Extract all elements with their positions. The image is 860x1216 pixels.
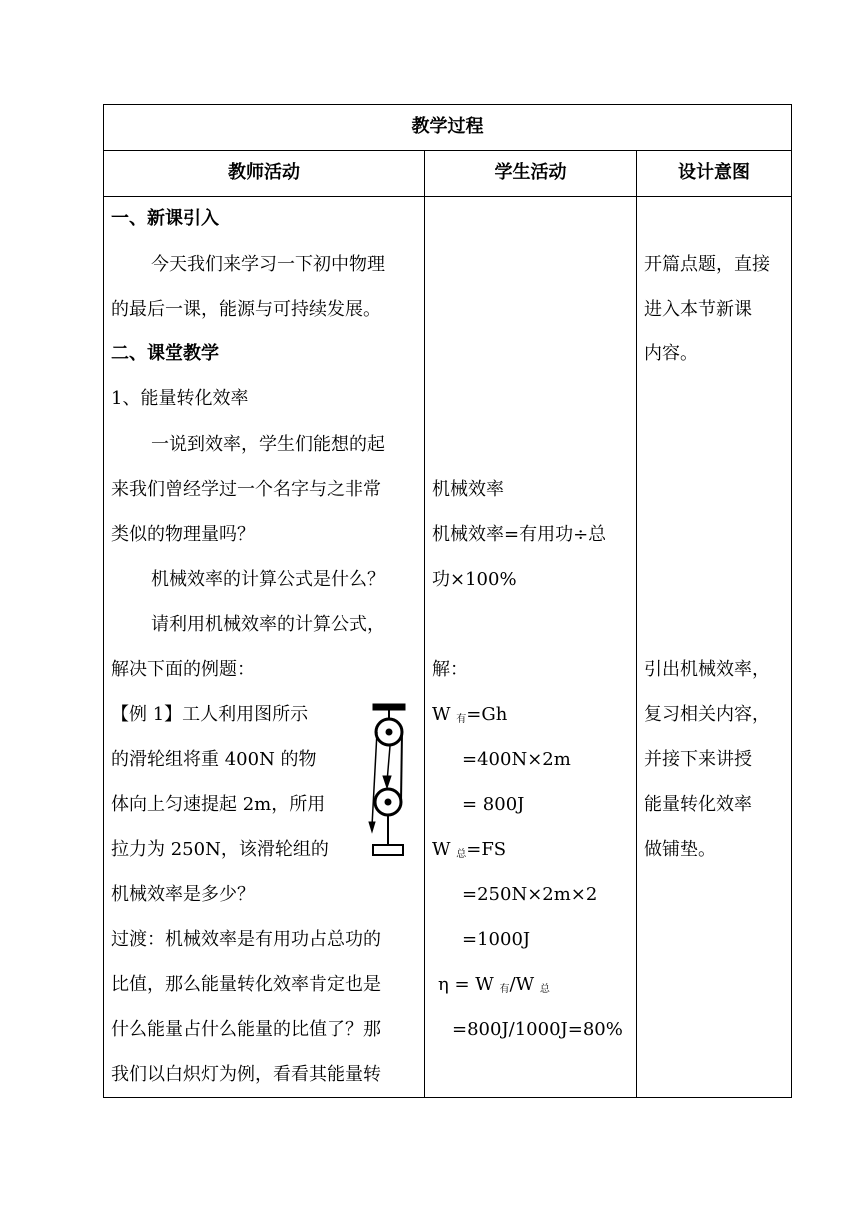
intent-text-line: 做铺垫。: [644, 839, 716, 860]
intent-text-line: 引出机械效率，: [644, 659, 770, 680]
example-text-line: 体向上匀速提起 2m，所用: [111, 794, 326, 815]
calc-line: =250N×2m×2: [462, 884, 598, 905]
teacher-text-line: 解决下面的例题：: [111, 659, 255, 680]
column-divider: [636, 150, 637, 1097]
teacher-text-line: 比值，那么能量转化效率肯定也是: [111, 974, 381, 995]
table-title: 教学过程: [411, 116, 484, 137]
ceiling-mount: [373, 704, 405, 710]
teacher-text-line: 类似的物理量吗？: [111, 524, 255, 545]
table-rule: [104, 196, 791, 197]
total-work-formula: W $_总$=FS: [432, 839, 507, 860]
pulley-system-figure: [364, 702, 412, 860]
calc-line: = 800J: [462, 794, 525, 815]
teacher-text-line: 请利用机械效率的计算公式，: [151, 614, 385, 635]
column-divider: [424, 150, 425, 1097]
teacher-text-line: 我们以白炽灯为例，看看其能量转: [111, 1064, 381, 1085]
intent-text-line: 进入本节新课: [644, 299, 752, 320]
column-header-student: 学生活动: [494, 162, 567, 183]
subsection-heading: 1、能量转化效率: [111, 388, 249, 409]
calc-line: =400N×2m: [462, 749, 571, 770]
teacher-text-line: 一说到效率，学生们能想的起: [151, 434, 385, 455]
force-arrow: [369, 822, 375, 832]
pull-rope: [372, 732, 377, 826]
calc-line: =1000J: [462, 929, 531, 950]
teacher-text-line: 过渡：机械效率是有用功占总功的: [111, 929, 381, 950]
example-text-line: 【例 1】工人利用图所示: [111, 704, 309, 725]
student-formula: 机械效率=有用功÷总: [432, 524, 607, 545]
solution-label: 解：: [432, 659, 468, 680]
intent-text-line: 能量转化效率: [644, 794, 752, 815]
intent-text-line: 内容。: [644, 343, 698, 364]
column-header-teacher: 教师活动: [228, 162, 300, 183]
efficiency-result: =800J/1000J=80%: [452, 1019, 623, 1040]
teacher-text-line: 什么能量占什么能量的比值了？那: [111, 1019, 381, 1040]
column-header-intent: 设计意图: [678, 162, 750, 183]
example-text-line: 的滑轮组将重 400N 的物: [111, 749, 317, 770]
intent-text-line: 复习相关内容，: [644, 704, 770, 725]
teacher-text-line: 来我们曾经学过一个名字与之非常: [111, 479, 381, 500]
teacher-text-line: 机械效率的计算公式是什么？: [151, 569, 385, 590]
intent-text-line: 开篇点题，直接: [644, 254, 770, 275]
intent-text-line: 并接下来讲授: [644, 749, 752, 770]
teacher-text-line: 今天我们来学习一下初中物理: [151, 254, 385, 275]
example-text-line: 拉力为 250N，该滑轮组的: [111, 839, 329, 860]
efficiency-formula: η = W $_有$/W $_总$: [438, 974, 550, 995]
student-answer: 机械效率: [432, 479, 504, 500]
section-heading: 二、课堂教学: [111, 343, 219, 364]
student-formula: 功×100%: [432, 569, 517, 590]
teacher-text-line: 的最后一课，能源与可持续发展。: [111, 299, 381, 320]
useful-work-formula: W $_有$=Gh: [432, 704, 508, 725]
example-text-line: 机械效率是多少？: [111, 884, 255, 905]
section-heading: 一、新课引入: [111, 208, 219, 229]
load-block: [373, 845, 403, 855]
